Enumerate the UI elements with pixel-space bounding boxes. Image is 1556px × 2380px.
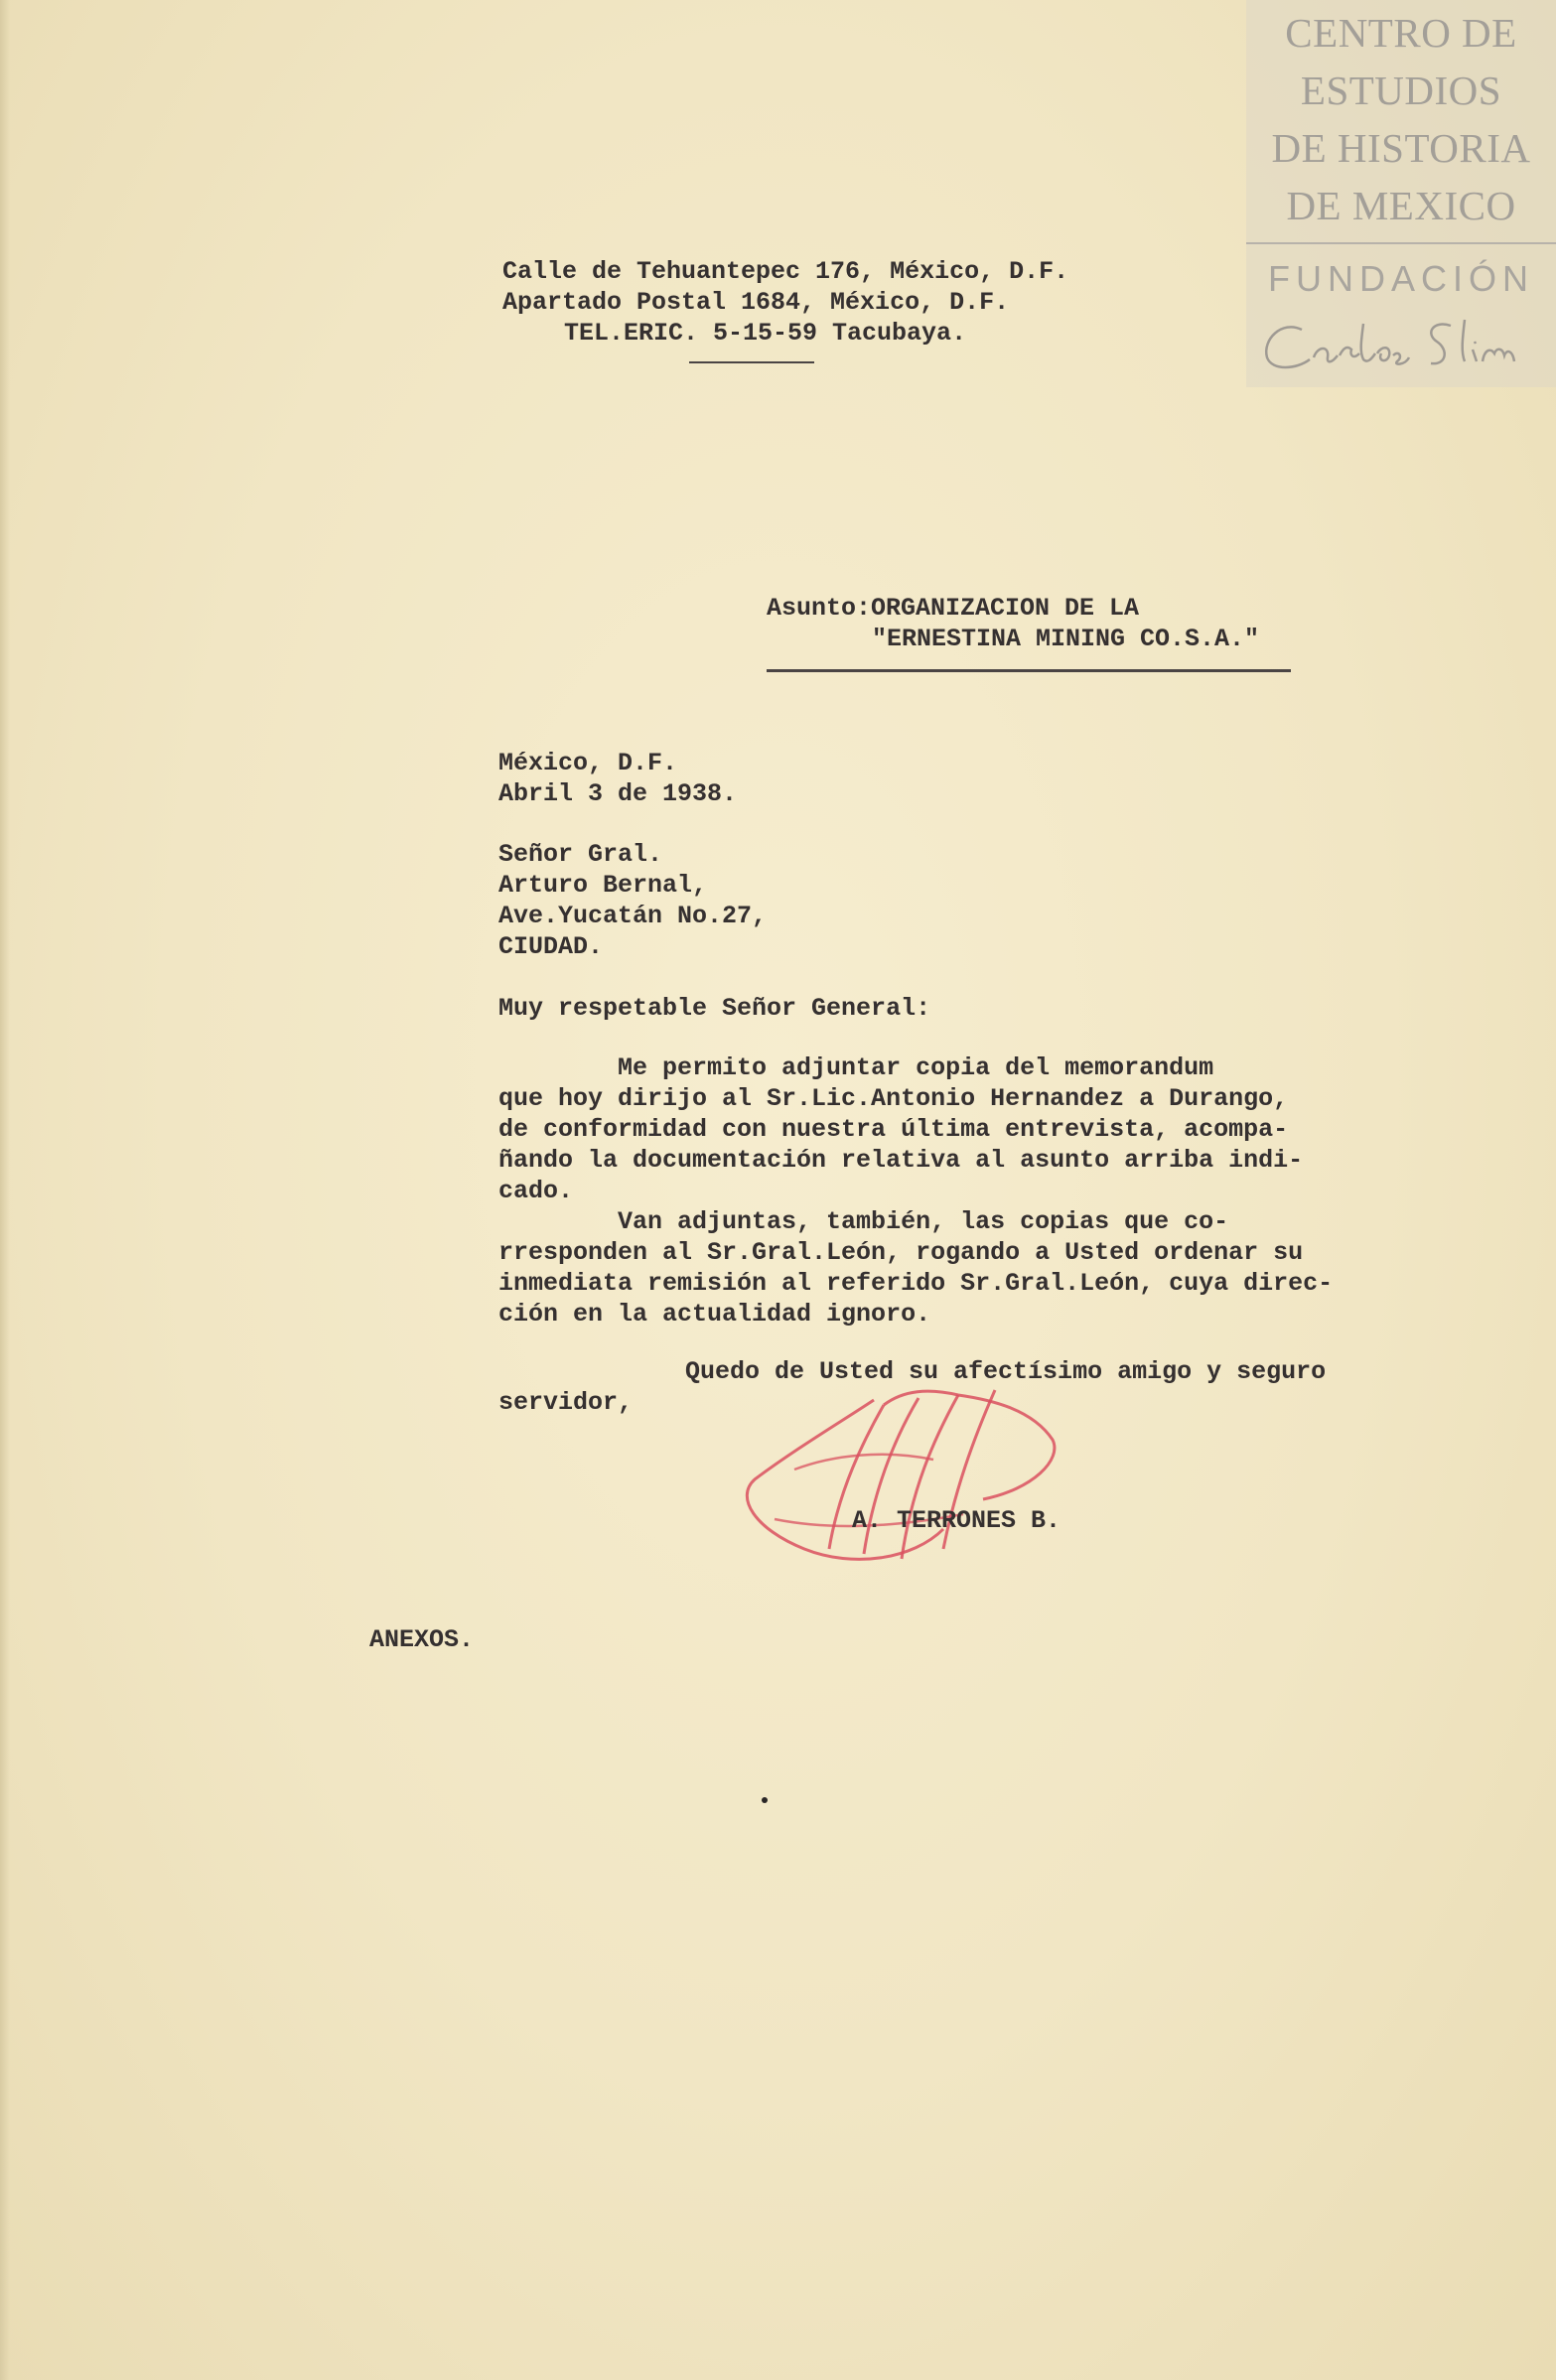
body-line: Van adjuntas, también, las copias que co- bbox=[498, 1207, 1229, 1236]
watermark-line-1: CENTRO DE bbox=[1285, 10, 1517, 56]
archive-watermark bbox=[1246, 0, 1556, 387]
letterhead-line-1: Calle de Tehuantepec 176, México, D.F. bbox=[502, 257, 1069, 286]
subject-underline bbox=[767, 669, 1291, 672]
watermark-divider bbox=[1246, 242, 1556, 244]
handwritten-signature bbox=[735, 1380, 1082, 1589]
annex-label: ANEXOS. bbox=[369, 1625, 475, 1654]
dateline-place: México, D.F. bbox=[498, 749, 678, 777]
body-line: de conformidad con nuestra última entrevista, acompa- bbox=[498, 1115, 1289, 1144]
closing-line-2: servidor, bbox=[498, 1388, 634, 1417]
dateline-date: Abril 3 de 1938. bbox=[498, 779, 738, 808]
watermark-line-4: DE MEXICO bbox=[1286, 183, 1516, 228]
recipient-line-1: Señor Gral. bbox=[498, 840, 663, 869]
salutation: Muy respetable Señor General: bbox=[498, 994, 931, 1023]
ink-dot bbox=[762, 1797, 768, 1803]
subject-line-2: "ERNESTINA MINING CO.S.A." bbox=[872, 625, 1260, 653]
recipient-line-4: CIUDAD. bbox=[498, 932, 604, 961]
paper-edge-shadow bbox=[0, 0, 10, 2380]
watermark-fundacion: FUNDACIÓN bbox=[1268, 258, 1534, 299]
letterhead-line-3: TEL.ERIC. 5-15-59 Tacubaya. bbox=[564, 319, 967, 348]
recipient-line-3: Ave.Yucatán No.27, bbox=[498, 902, 768, 930]
body-line: inmediata remisión al referido Sr.Gral.León, cuya direc- bbox=[498, 1269, 1334, 1298]
body-line: cado. bbox=[498, 1177, 574, 1205]
closing-line-1: Quedo de Usted su afectísimo amigo y seguro bbox=[685, 1357, 1327, 1386]
body-line: rresponden al Sr.Gral.León, rogando a Usted ordenar su bbox=[498, 1238, 1304, 1267]
body-line: ción en la actualidad ignoro. bbox=[498, 1300, 931, 1329]
subject-line-1: Asunto:ORGANIZACION DE LA bbox=[767, 594, 1140, 623]
letterhead-underline bbox=[689, 361, 814, 363]
body-line: ñando la documentación relativa al asunto arriba indi- bbox=[498, 1146, 1304, 1175]
letterhead-line-2: Apartado Postal 1684, México, D.F. bbox=[502, 288, 1010, 317]
watermark-signature-logo bbox=[1252, 310, 1550, 379]
recipient-line-2: Arturo Bernal, bbox=[498, 871, 708, 900]
body-line: Me permito adjuntar copia del memorandum bbox=[498, 1053, 1214, 1082]
watermark-line-2: ESTUDIOS bbox=[1300, 68, 1502, 113]
body-line: que hoy dirijo al Sr.Lic.Antonio Hernandez a Durango, bbox=[498, 1084, 1289, 1113]
watermark-line-3: DE HISTORIA bbox=[1271, 125, 1531, 171]
signer-name: A. TERRONES B. bbox=[852, 1506, 1061, 1535]
